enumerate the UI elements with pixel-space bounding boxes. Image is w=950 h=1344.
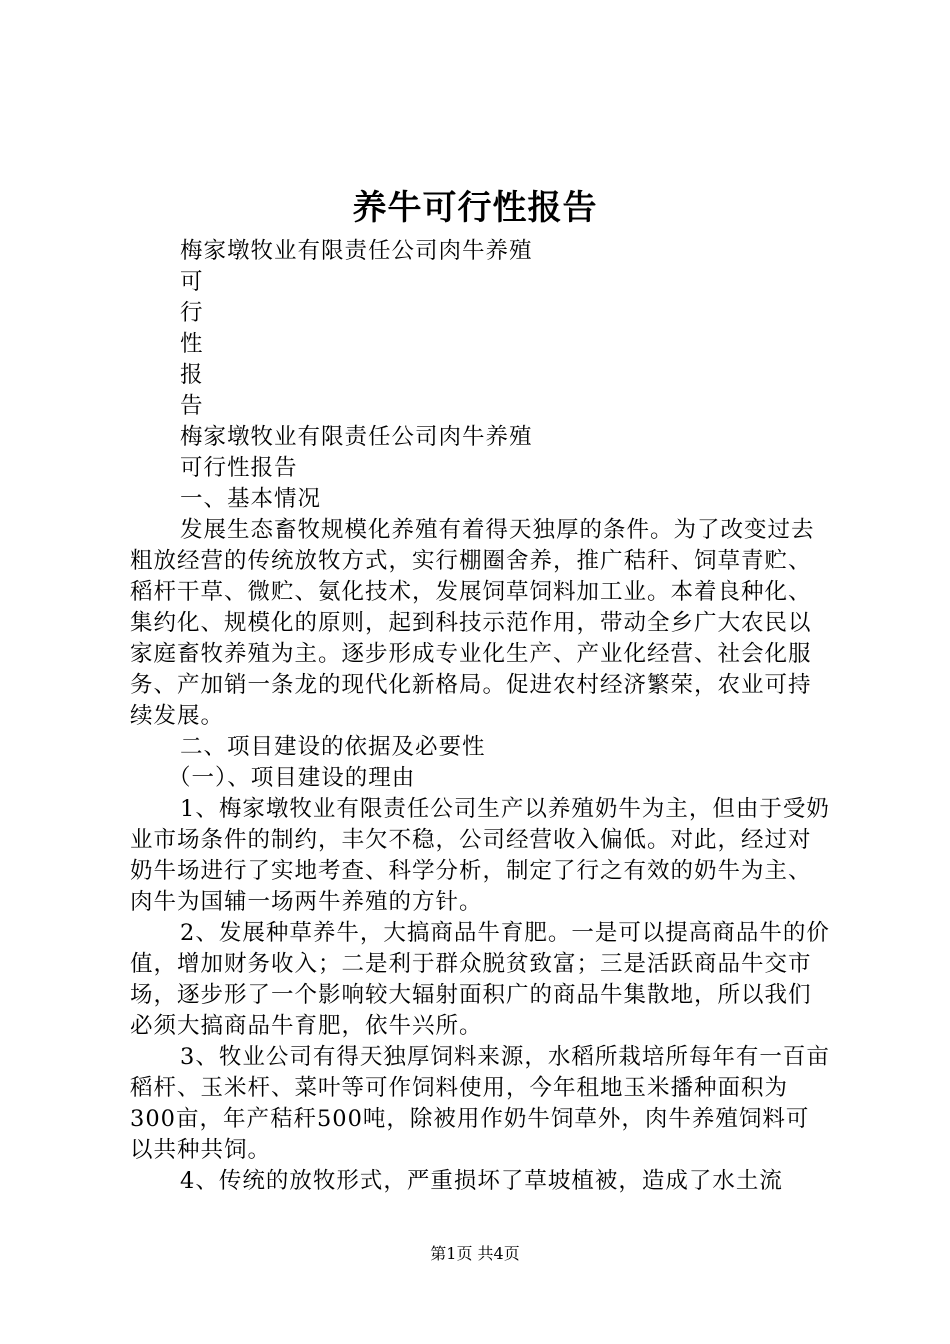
vertical-char-1: 可 <box>180 269 204 295</box>
vertical-char-4: 报 <box>180 362 204 388</box>
vertical-char-5: 告 <box>180 393 204 419</box>
page-number-footer: 第1页 共4页 <box>430 1244 520 1263</box>
paragraph-reason-2: 2、发展种草养牛，大搞商品牛育肥。一是可以提高商品牛的价值，增加财务收入；二是利于群众脱贫致富；三是活跃商品牛交市场，逐步形了一个影响较大辐射面积广的商品牛集散地，所以我们必须大搞商品牛育肥，依牛兴所。 <box>130 920 830 1039</box>
company-heading-line: 梅家墩牧业有限责任公司肉牛养殖 <box>180 238 533 264</box>
company-heading-line-repeat: 梅家墩牧业有限责任公司肉牛养殖 <box>180 424 533 450</box>
report-subtitle: 可行性报告 <box>180 455 298 481</box>
vertical-char-2: 行 <box>180 300 204 326</box>
vertical-char-3: 性 <box>180 331 204 357</box>
paragraph-reason-3: 3、牧业公司有得天独厚饲料来源，水稻所栽培所每年有一百亩稻杆、玉米杆、菜叶等可作饲料使用，今年租地玉米播种面积为300亩，年产秸秆500吨，除被用作奶牛饲草外，肉牛养殖饲料可以共种共饲。 <box>130 1044 830 1163</box>
document-body <box>130 236 832 1197</box>
section-heading-basis: 二、项目建设的依据及必要性 <box>180 734 486 760</box>
paragraph-reason-4: 4、传统的放牧形式，严重损坏了草坡植被，造成了水土流 <box>180 1168 783 1194</box>
paragraph-reason-1: 1、梅家墩牧业有限责任公司生产以养殖奶牛为主，但由于受奶业市场条件的制约，丰欠不稳，公司经营收入偏低。对此，经过对奶牛场进行了实地考查、科学分析，制定了行之有效的奶牛为主、肉牛为国辅一场两牛养殖的方针。 <box>130 796 830 915</box>
document-title: 养牛可行性报告 <box>352 188 598 228</box>
paragraph-basic-situation: 发展生态畜牧规模化养殖有着得天独厚的条件。为了改变过去粗放经营的传统放牧方式，实行棚圈舍养，推广秸秆、饲草青贮、稻杆干草、微贮、氨化技术，发展饲草饲料加工业。本着良种化、集约化、规模化的原则，起到科技示范作用，带动全乡广大农民以家庭畜牧养殖为主。逐步形成专业化生产、产业化经营、社会化服务、产加销一条龙的现代化新格局。促进农村经济繁荣，农业可持续发展。 <box>130 517 815 729</box>
subsection-heading-reasons: （一）、项目建设的理由 <box>168 765 416 791</box>
section-heading-basic: 一、基本情况 <box>180 486 322 512</box>
